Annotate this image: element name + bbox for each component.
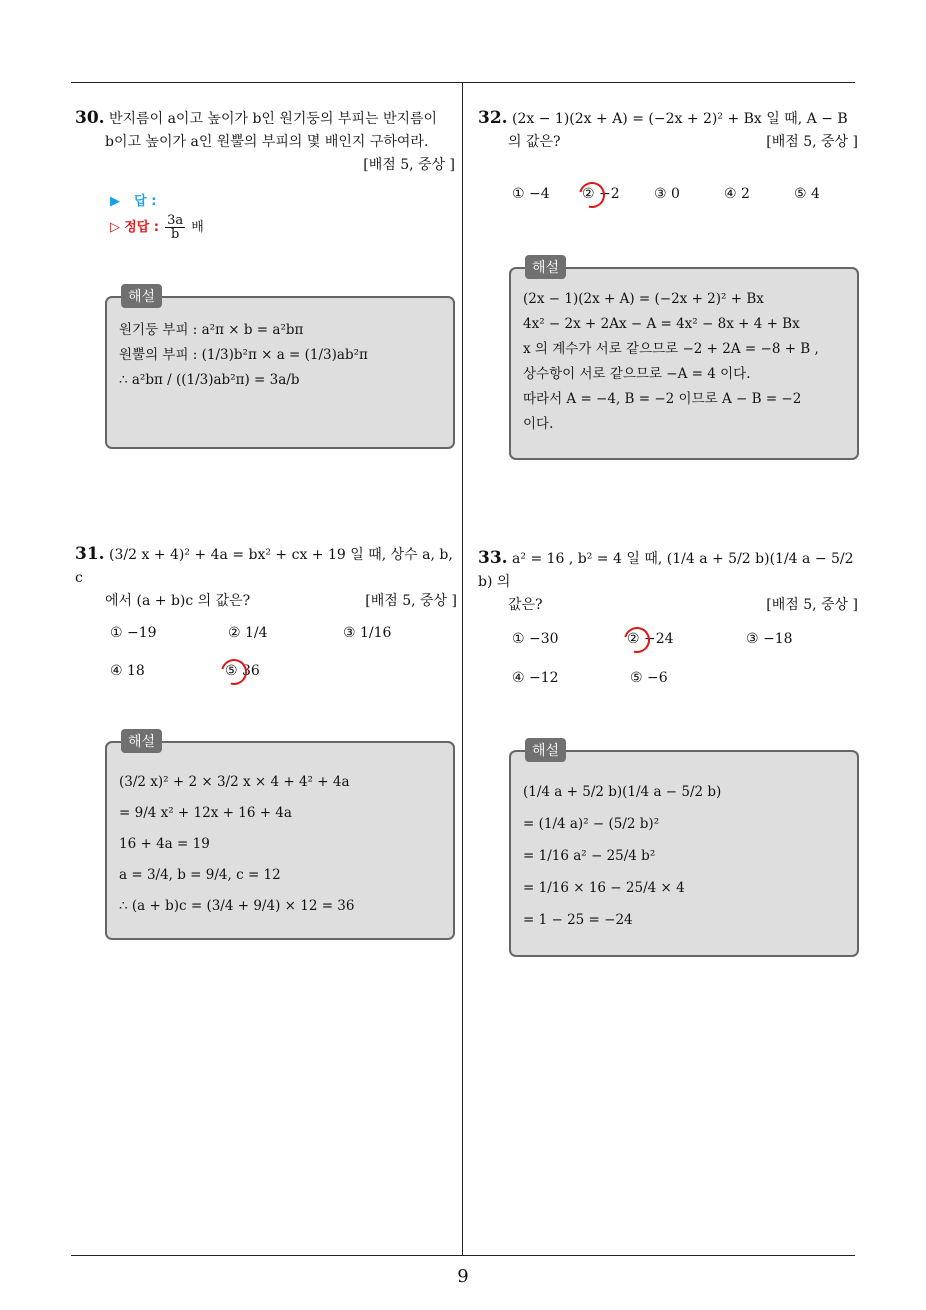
question-31 bbox=[75, 543, 457, 613]
correct-unit: 배 bbox=[191, 220, 204, 235]
solution-box bbox=[105, 734, 455, 940]
choice-3[interactable]: ③ 0 bbox=[654, 186, 680, 202]
choice-1[interactable]: ① −30 bbox=[512, 631, 559, 647]
choice-1[interactable]: ① −4 bbox=[512, 186, 550, 202]
solution-line: a = 3/4, b = 9/4, c = 12 bbox=[119, 867, 281, 883]
solution-line: 따라서 A = −4, B = −2 이므로 A − B = −2 bbox=[523, 391, 802, 407]
question-text-line2: 값은? bbox=[508, 597, 543, 613]
choice-2[interactable]: ② 1/4 bbox=[228, 625, 268, 641]
question-number: 32. bbox=[478, 108, 508, 128]
question-number: 31. bbox=[75, 544, 105, 564]
choice-4[interactable]: ④ 18 bbox=[110, 663, 145, 679]
solution-line: 원기둥 부피 : a²π × b = a²bπ bbox=[119, 322, 304, 338]
question-number: 33. bbox=[478, 548, 508, 568]
question-33 bbox=[478, 547, 858, 617]
correct-numerator: 3a bbox=[167, 213, 184, 228]
top-rule bbox=[71, 82, 855, 83]
solution-line: = 9/4 x² + 12x + 16 + 4a bbox=[119, 805, 292, 821]
solution-box bbox=[509, 260, 859, 460]
solution-tag: 해설 bbox=[525, 255, 566, 279]
hollow-arrow-icon: ▷ bbox=[110, 220, 120, 235]
question-text-line1: a² = 16 , b² = 4 일 때, (1/4 a + 5/2 b)(1/4 a − 5/2 b) 의 bbox=[478, 551, 854, 590]
solution-box bbox=[509, 743, 859, 957]
choice-5[interactable]: ⑤ −6 bbox=[630, 670, 668, 686]
choice-5[interactable]: ⑤ 36 bbox=[225, 663, 260, 679]
solution-tag: 해설 bbox=[525, 738, 566, 762]
choice-4[interactable]: ④ −12 bbox=[512, 670, 559, 686]
question-text-line1: 반지름이 a이고 높이가 b인 원기둥의 부피는 반지름이 bbox=[109, 111, 438, 127]
solution-line: (3/2 x)² + 2 × 3/2 x × 4 + 4² + 4a bbox=[119, 774, 350, 790]
solution-line: = 1/16 a² − 25/4 b² bbox=[523, 848, 656, 864]
question-meta: [배점 5, 중상 ] bbox=[363, 157, 455, 173]
bottom-rule bbox=[71, 1255, 855, 1256]
choice-4[interactable]: ④ 2 bbox=[724, 186, 750, 202]
choice-1[interactable]: ① −19 bbox=[110, 625, 157, 641]
question-30 bbox=[75, 107, 455, 177]
question-text-line1: (3/2 x + 4)² + 4a = bx² + cx + 19 일 때, 상수 a, b, c bbox=[75, 547, 453, 586]
solution-line: = 1 − 25 = −24 bbox=[523, 912, 633, 928]
solution-box bbox=[105, 289, 455, 449]
page-number: 9 bbox=[457, 1266, 469, 1287]
solution-line: 이다. bbox=[523, 416, 554, 432]
choice-2[interactable]: ② −2 bbox=[582, 186, 620, 202]
solution-line: 4x² − 2x + 2Ax − A = 4x² − 8x + 4 + Bx bbox=[523, 316, 800, 332]
question-text-line2: 의 값은? bbox=[508, 134, 561, 150]
answer-line bbox=[110, 190, 156, 209]
solution-line: (1/4 a + 5/2 b)(1/4 a − 5/2 b) bbox=[523, 784, 722, 800]
question-text-line2: 에서 (a + b)c 의 값은? bbox=[105, 593, 251, 609]
selected-circle-icon bbox=[574, 177, 610, 213]
solution-line: = 1/16 × 16 − 25/4 × 4 bbox=[523, 880, 685, 896]
solution-line: 원뿔의 부피 : (1/3)b²π × a = (1/3)ab²π bbox=[119, 347, 368, 363]
answer-label: 답 : bbox=[134, 194, 157, 209]
correct-denominator: b bbox=[170, 227, 180, 242]
selected-circle-icon bbox=[619, 622, 655, 658]
choice-3[interactable]: ③ −18 bbox=[746, 631, 793, 647]
solution-line: = (1/4 a)² − (5/2 b)² bbox=[523, 816, 660, 832]
question-meta: [배점 5, 중상 ] bbox=[766, 597, 858, 613]
choice-3[interactable]: ③ 1/16 bbox=[343, 625, 392, 641]
solution-line: ∴ (a + b)c = (3/4 + 9/4) × 12 = 36 bbox=[119, 898, 355, 914]
question-meta: [배점 5, 중상 ] bbox=[766, 134, 858, 150]
question-meta: [배점 5, 중상 ] bbox=[365, 593, 457, 609]
correct-label: 정답 : bbox=[124, 220, 159, 235]
question-32 bbox=[478, 107, 858, 154]
solution-line: ∴ a²bπ / ((1/3)ab²π) = 3a/b bbox=[119, 372, 300, 388]
question-text-line2: b이고 높이가 a인 원뿔의 부피의 몇 배인지 구하여라. bbox=[105, 134, 429, 150]
choice-5[interactable]: ⑤ 4 bbox=[794, 186, 820, 202]
choice-2[interactable]: ② −24 bbox=[627, 631, 674, 647]
column-divider bbox=[462, 83, 463, 1256]
solution-line: 상수항이 서로 같으므로 −A = 4 이다. bbox=[523, 366, 751, 382]
question-number: 30. bbox=[75, 108, 105, 128]
selected-circle-icon bbox=[216, 654, 252, 690]
solution-tag: 해설 bbox=[121, 729, 162, 753]
solution-line: x 의 계수가 서로 같으므로 −2 + 2A = −8 + B , bbox=[523, 341, 819, 357]
solution-line: (2x − 1)(2x + A) = (−2x + 2)² + Bx bbox=[523, 291, 764, 307]
arrow-icon: ▶ bbox=[110, 194, 120, 209]
solution-line: 16 + 4a = 19 bbox=[119, 836, 210, 852]
correct-answer-line bbox=[110, 214, 204, 241]
question-text-line1: (2x − 1)(2x + A) = (−2x + 2)² + Bx 일 때, A − B bbox=[512, 111, 848, 127]
solution-tag: 해설 bbox=[121, 284, 162, 308]
